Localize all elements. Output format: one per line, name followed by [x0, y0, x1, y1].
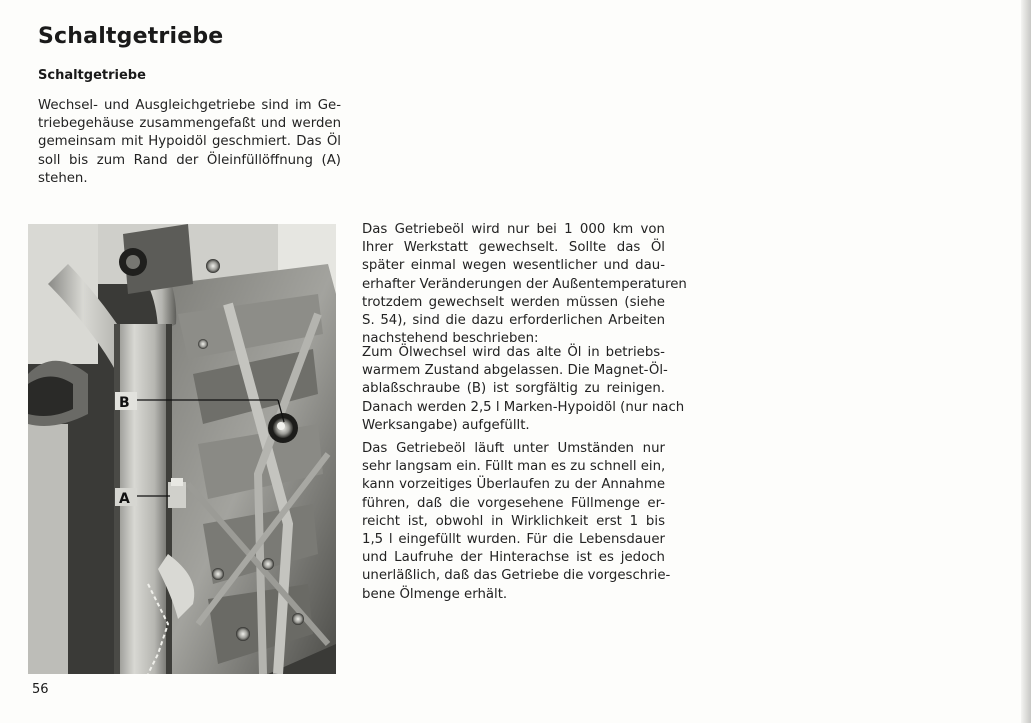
text-line: sehr langsam ein. Füllt man es zu schnell ein, [362, 459, 666, 475]
text-line: warmem Zustand abgelassen. Die Magnet-Öl- [362, 363, 668, 379]
photo-label-a: A [119, 491, 130, 507]
text-line: reicht ist, obwohl in Wirklichkeit erst 1 bis [362, 513, 665, 529]
gearbox-photo [28, 224, 336, 674]
text-line: ablaßschraube (B) ist sorgfältig zu reinigen. [362, 381, 665, 397]
text-line: Werksangabe) aufgefüllt. [362, 417, 530, 433]
page-title: Schaltgetriebe [38, 24, 224, 49]
page-number: 56 [32, 682, 49, 697]
text-line: bene Ölmenge erhält. [362, 586, 508, 602]
text-line: nachstehend beschrieben: [362, 331, 539, 347]
text-line: Wechsel- und Ausgleichgetriebe sind im Ge- [38, 98, 341, 113]
text-line: und Laufruhe der Hinterachse ist es jedoch [362, 550, 665, 566]
photo-label-b: B [119, 395, 130, 411]
oil-fill-paragraph [362, 440, 671, 604]
text-line: S. 54), sind die dazu erforderlichen Arbeiten [362, 313, 665, 329]
text-line: kann vorzeitiges Überlaufen zu der Annahme [362, 477, 665, 493]
text-line: Ihrer Werkstatt gewechselt. Sollte das Öl [362, 240, 665, 256]
oil-change-intro-paragraph [362, 221, 687, 348]
text-line: stehen. [38, 170, 88, 186]
text-line: trotzdem gewechselt werden müssen (siehe [362, 294, 665, 310]
text-line: soll bis zum Rand der Öleinfüllöffnung (A) [38, 152, 341, 168]
gearbox-photo-illustration [28, 224, 336, 674]
text-line: Zum Ölwechsel wird das alte Öl in betriebs- [362, 345, 665, 360]
section-title: Schaltgetriebe [38, 68, 146, 83]
oil-drain-paragraph [362, 344, 685, 435]
text-line: führen, daß die vorgesehene Füllmenge er- [362, 495, 665, 511]
text-line: Das Getriebeöl wird nur bei 1 000 km von [362, 222, 665, 237]
text-line: erhafter Veränderungen der Außentemperaturen [362, 276, 687, 292]
text-line: gemeinsam mit Hypoidöl geschmiert. Das Öl [38, 134, 341, 150]
text-line: Danach werden 2,5 l Marken-Hypoidöl (nur nach [362, 399, 685, 415]
intro-paragraph [38, 97, 341, 188]
page-edge-shadow [1021, 0, 1031, 723]
text-line: unerläßlich, daß das Getriebe die vorgeschrie- [362, 568, 671, 584]
text-line: triebegehäuse zusammengefaßt und werden [38, 116, 341, 132]
text-line: Das Getriebeöl läuft unter Umständen nur [362, 441, 665, 456]
text-line: später einmal wegen wesentlicher und dau- [362, 258, 665, 274]
text-line: 1,5 l eingefüllt wurden. Für die Lebensdauer [362, 532, 665, 548]
